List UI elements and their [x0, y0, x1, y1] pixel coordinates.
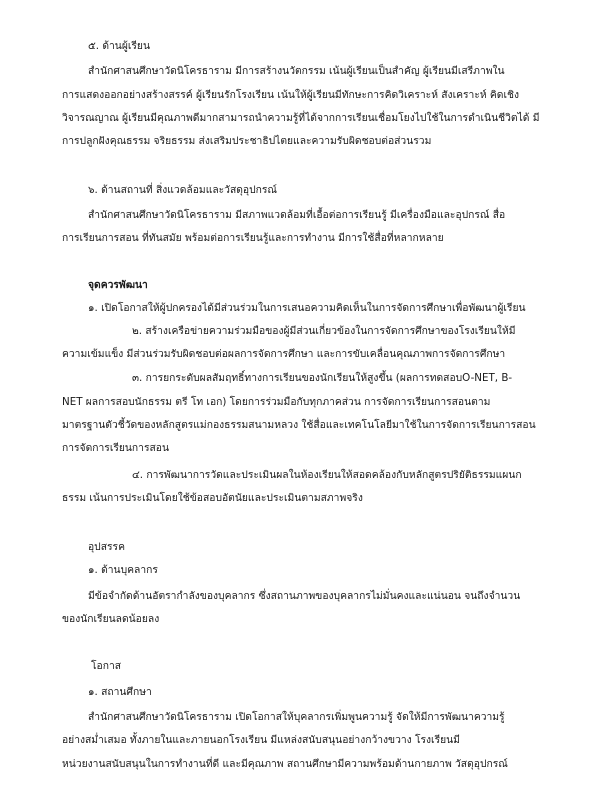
opportunity-line-3: หน่วยงานสนับสนุนในการทำงานที่ดี และมีคุณภาพ สถานศึกษามีความพร้อมด้านกายภาพ วัสดุอุปกรณ์: [62, 758, 508, 770]
opportunity-line-2: อย่างสม่ำเสมอ ทั้งภายในและภายนอกโรงเรียน มีแหล่งสนับสนุนอย่างกว้างขวาง โรงเรียนมี: [62, 734, 460, 746]
obstacle-subheading: ๑. ด้านบุคลากร: [88, 564, 158, 576]
development-heading: จุดควรพัฒนา: [88, 279, 148, 291]
opportunity-subheading: ๑. สถานศึกษา: [88, 686, 152, 698]
development-line-5: NET ผลการสอบนักธรรม ตรี โท เอก) โดยการร่วมมือกับทุกภาคส่วน การจัดการเรียนการสอนตาม: [62, 396, 491, 408]
section-place-heading: ๖. ด้านสถานที่ สิ่งแวดล้อมและวัสดุอุปกรณ์: [88, 184, 277, 196]
development-line-2: ๒. สร้างเครือข่ายความร่วมมือของผู้มีส่วนเกี่ยวข้องในการจัดการศึกษาของโรงเรียนให้มี: [132, 325, 516, 337]
obstacle-heading: อุปสรรค: [88, 541, 125, 553]
obstacle-line-1: มีข้อจำกัดด้านอัตรากำลังของบุคลากร ซึ่งสถานภาพของบุคลากรไม่มั่นคงและแน่นอน จนถึงจำนวน: [88, 590, 521, 602]
student-line-1: สำนักศาสนศึกษาวัดนิโครธาราม มีการสร้างนวัตกรรม เน้นผู้เรียนเป็นสำคัญ ผู้เรียนมีเสรีภาพใน: [88, 65, 505, 77]
development-line-6: มาตรฐานตัวชี้วัดของหลักสูตรแม่กองธรรมสนามหลวง ใช้สื่อและเทคโนโลยีมาใช้ในการจัดการเรียนการสอน: [62, 419, 536, 431]
development-line-3: ความเข้มแข็ง มีส่วนร่วมรับผิดชอบต่อผลการจัดการศึกษา และการขับเคลื่อนคุณภาพการจัดการศึกษา: [62, 348, 506, 360]
development-line-7: การจัดการเรียนการสอน: [62, 442, 169, 454]
development-line-8: ๔. การพัฒนาการวัดและประเมินผลในห้องเรียนให้สอดคล้องกับหลักสูตรปริยัติธรรมแผนก: [132, 469, 522, 481]
development-line-4: ๓. การยกระดับผลสัมฤทธิ์ทางการเรียนของนักเรียนให้สูงขึ้น (ผลการทดสอบO-NET, B-: [132, 372, 513, 384]
development-line-9: ธรรม เน้นการประเมินโดยใช้ข้อสอบอัตนัยและประเมินตามสภาพจริง: [62, 492, 363, 504]
student-line-4: การปลูกฝังคุณธรรม จริยธรรม ส่งเสริมประชาธิปไตยและความรับผิดชอบต่อส่วนรวม: [62, 135, 432, 147]
student-line-2: การแสดงออกอย่างสร้างสรรค์ ผู้เรียนรักโรงเรียน เน้นให้ผู้เรียนมีทักษะการคิดวิเคราะห์ สังเคราะห์ คิดเชิง: [62, 89, 519, 101]
obstacle-line-2: ของนักเรียนลดน้อยลง: [62, 613, 160, 625]
place-line-2: การเรียนการสอน ที่ทันสมัย พร้อมต่อการเรียนรู้และการทำงาน มีการใช้สื่อที่หลากหลาย: [62, 232, 444, 244]
opportunity-line-1: สำนักศาสนศึกษาวัดนิโครธาราม เปิดโอกาสให้บุคลากรเพิ่มพูนความรู้ จัดให้มีการพัฒนาความรู้: [88, 711, 505, 723]
opportunity-heading: โอกาส: [91, 660, 122, 672]
development-line-1: ๑. เปิดโอกาสให้ผู้ปกครองได้มีส่วนร่วมในการเสนอความคิดเห็นในการจัดการศึกษาเพื่อพัฒนาผู้เรียน: [88, 302, 526, 314]
section-student-heading: ๕. ด้านผู้เรียน: [88, 40, 151, 52]
place-line-1: สำนักศาสนศึกษาวัดนิโครธาราม มีสภาพแวดล้อมที่เอื้อต่อการเรียนรู้ มีเครื่องมือและอุปกรณ์ สื่อ: [88, 209, 506, 221]
student-line-3: วิจารณญาณ ผู้เรียนมีคุณภาพดีมากสามารถนำความรู้ที่ได้จากการเรียนเชื่อมโยงไปใช้ในการดำเนินชีวิตได้ มี: [62, 112, 540, 124]
